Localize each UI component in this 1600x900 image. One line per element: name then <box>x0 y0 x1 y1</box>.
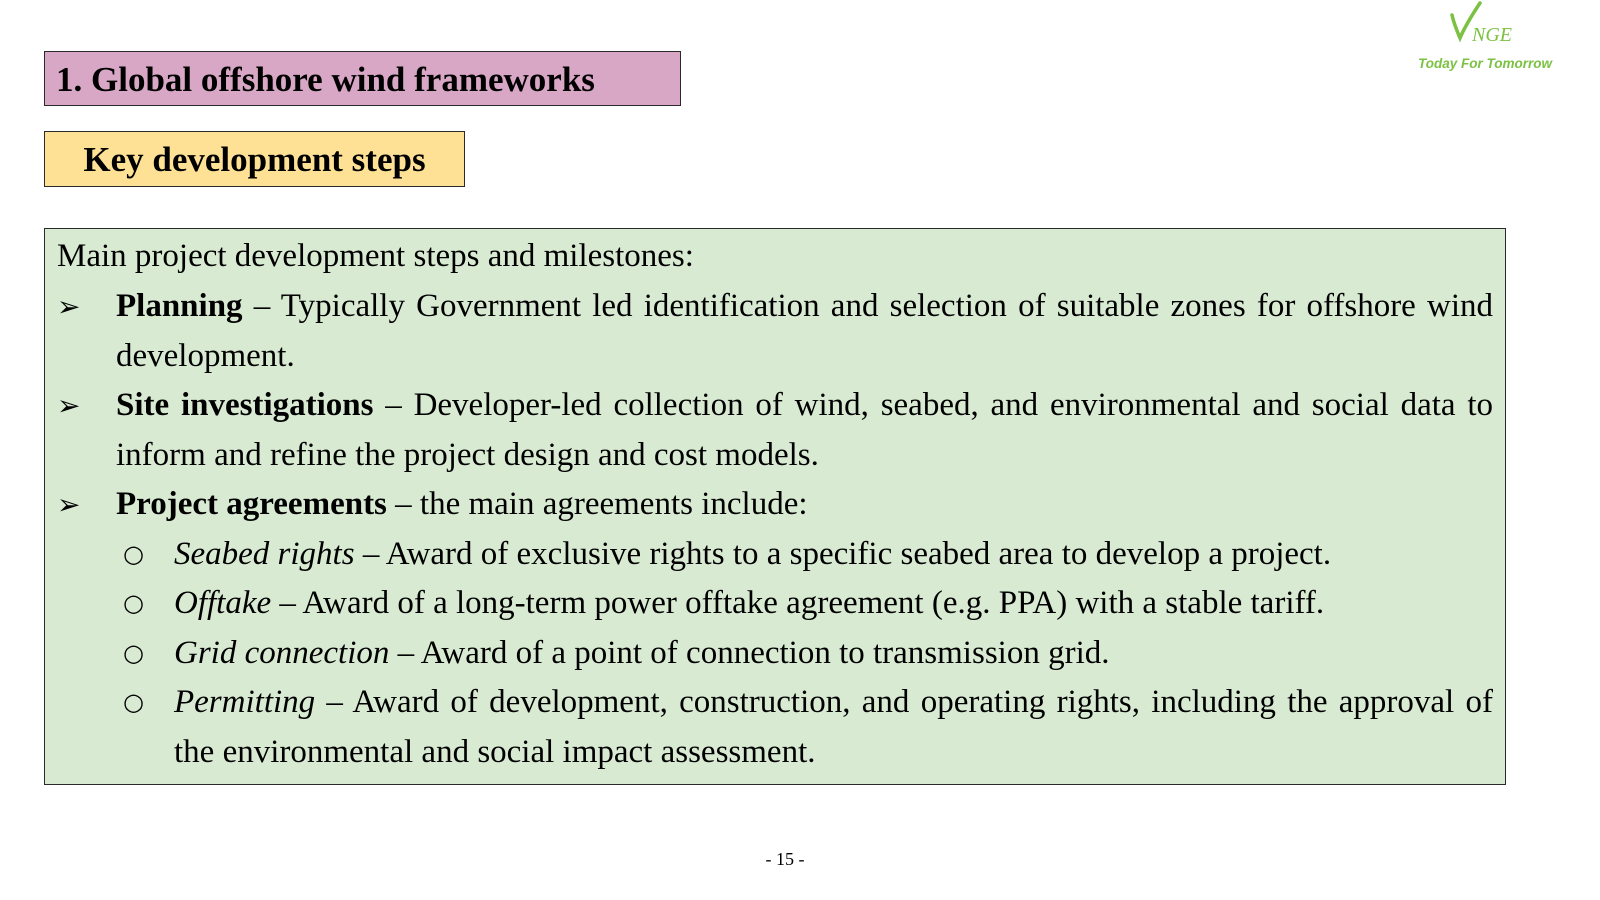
bullet-term: Site investigations <box>116 387 374 423</box>
sub-bullet-separator: – <box>354 536 386 572</box>
arrow-bullet-icon: ➢ <box>57 389 81 422</box>
bullet-description: the main agreements include: <box>419 486 808 522</box>
sub-bullet-term: Offtake <box>174 585 272 621</box>
vnge-logo-graphic <box>1416 0 1556 80</box>
sub-bullet-separator: – <box>315 684 353 720</box>
intro-text: Main project development steps and milestones: <box>57 238 694 274</box>
sub-bullet-seabed-rights <box>123 530 1493 580</box>
sub-bullet-text <box>174 678 1493 777</box>
bullet-description: Developer-led collection of wind, seabed, and environmental and social data to inform and refine the project design and cost models. <box>116 387 1493 473</box>
bullet-text <box>116 480 1493 530</box>
sub-bullet-term: Permitting <box>174 684 316 720</box>
sub-bullet-text <box>174 629 1493 679</box>
bullet-description: Typically Government led identification and selection of suitable zones for offshore wind development. <box>116 288 1493 374</box>
subsection-title: Key development steps <box>44 131 465 187</box>
bullet-term: Project agreements <box>116 486 387 522</box>
arrow-bullet-icon: ➢ <box>57 488 81 521</box>
section-title: 1. Global offshore wind frameworks <box>44 51 681 106</box>
sub-bullet-description: Award of a long-term power offtake agreement (e.g. PPA) with a stable tariff. <box>302 585 1325 621</box>
sub-bullet-term: Grid connection <box>174 635 390 671</box>
sub-bullet-separator: – <box>389 635 421 671</box>
bullet-project-agreements <box>57 480 1493 530</box>
bullet-text <box>116 381 1493 480</box>
circle-bullet-icon: ○ <box>123 589 144 617</box>
page-number: - 15 - <box>765 849 805 869</box>
vnge-logo <box>1416 0 1556 80</box>
sub-bullet-text <box>174 530 1493 580</box>
sub-bullet-description: Award of a point of connection to transmission grid. <box>420 635 1110 671</box>
circle-bullet-icon: ○ <box>123 540 144 568</box>
sub-bullet-separator: – <box>271 585 303 621</box>
sub-bullet-description: Award of development, construction, and operating rights, including the approval of the environmental and social impact assessment. <box>174 684 1493 770</box>
sub-bullet-text <box>174 579 1493 629</box>
sub-bullet-term: Seabed rights <box>174 536 355 572</box>
bullet-text <box>116 282 1493 381</box>
logo-wordmark: NGE <box>1472 24 1512 46</box>
bullet-separator: – <box>242 288 281 324</box>
content-box <box>44 228 1506 785</box>
arrow-bullet-icon: ➢ <box>57 290 81 323</box>
circle-bullet-icon: ○ <box>123 688 144 716</box>
logo-tagline: Today For Tomorrow <box>1418 56 1552 71</box>
bullet-planning <box>57 282 1493 381</box>
bullet-site-investigations <box>57 381 1493 480</box>
bullet-term: Planning <box>116 288 243 324</box>
circle-bullet-icon: ○ <box>123 639 144 667</box>
sub-bullet-grid-connection <box>123 629 1493 679</box>
sub-bullet-description: Award of exclusive rights to a specific seabed area to develop a project. <box>385 536 1332 572</box>
sub-bullet-permitting <box>123 678 1493 777</box>
bullet-separator: – <box>386 486 420 522</box>
sub-bullet-offtake <box>123 579 1493 629</box>
bullet-separator: – <box>373 387 414 423</box>
